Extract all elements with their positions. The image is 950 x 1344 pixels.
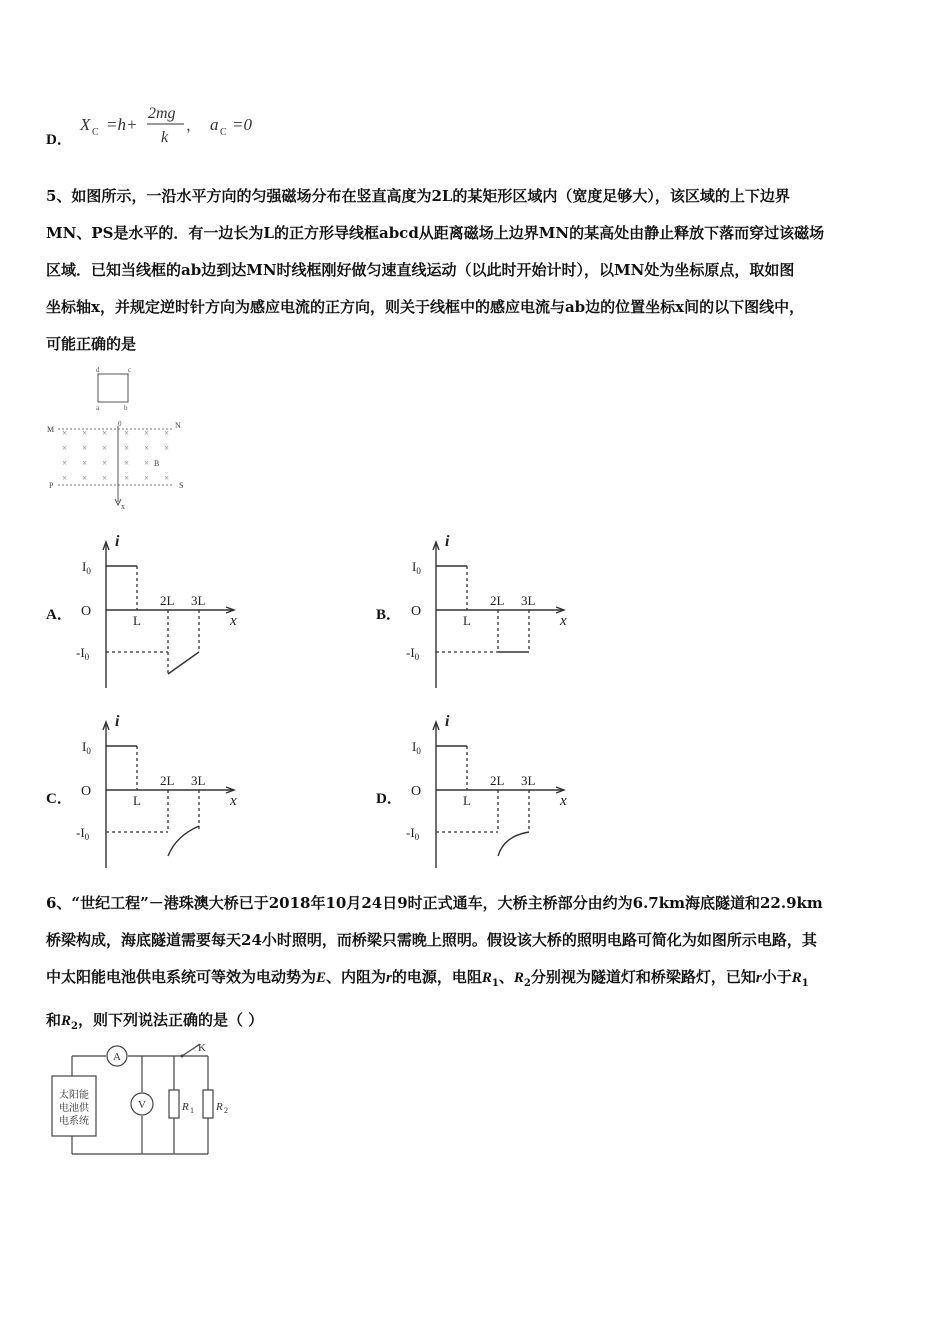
r1-sub: 1	[190, 1106, 194, 1115]
source-label-line: 电系统	[59, 1116, 89, 1127]
label-x: x	[560, 793, 567, 809]
label-3l: 3L	[521, 593, 536, 608]
q6-line-1: 6、“世纪工程”－港珠澳大桥已于2018年10月24日9时正式通车，大桥主桥部分由约为6.7km海底隧道和22.9km	[46, 894, 823, 912]
graph-option-d	[402, 710, 582, 872]
field-cross: ×	[164, 443, 170, 453]
field-cross: ×	[82, 443, 88, 453]
option-label: D．	[46, 132, 72, 148]
label-3l: 3L	[191, 593, 206, 608]
q5-line: 坐标轴x，并规定逆时针方向为感应电流的正方向，则关于线框中的感应电流与ab边的位置坐标x间的以下图线中，	[46, 298, 805, 316]
label-3l: 3L	[191, 773, 206, 788]
ac-sub: C	[220, 127, 227, 138]
corner-b: b	[124, 404, 128, 412]
circuit-diagram	[46, 1040, 246, 1162]
label-i: i	[115, 713, 120, 730]
label-2l: 2L	[160, 773, 175, 788]
label-origin: 0	[118, 420, 122, 428]
q5-line: 区域．已知当线框的ab边到达MN时线框刚好做匀速直线运动（以此时开始计时），以MN处为坐标原点，取如图	[46, 261, 795, 279]
eq1: =h+	[106, 115, 138, 134]
r2-sub: 2	[224, 1106, 228, 1115]
field-cross: ×	[124, 473, 130, 483]
resistor-r2	[203, 1090, 213, 1118]
field-cross: ×	[144, 428, 150, 438]
question-6-text	[46, 885, 908, 1045]
q6-line-4: 和$R_2$，则下列说法正确的是（ ）	[46, 1011, 264, 1032]
source-label-line: 电池供	[59, 1103, 89, 1114]
label-neg-i0: $-I_0$	[406, 645, 420, 662]
label-3l: 3L	[521, 773, 536, 788]
field-cross: ×	[124, 458, 130, 468]
label-i: i	[445, 713, 450, 730]
graph-option-a	[72, 530, 252, 692]
label-i0: $I_0$	[412, 559, 421, 576]
ac-symbol: a	[210, 115, 219, 134]
field-cross: ×	[144, 443, 150, 453]
ammeter-label: A	[113, 1051, 121, 1063]
field-cross: ×	[164, 473, 170, 483]
fraction-numerator: 2mg	[148, 105, 176, 122]
label-p: P	[49, 481, 54, 490]
option-label-d: D．	[376, 791, 402, 807]
corner-c: c	[128, 366, 132, 374]
label-neg-i0: $-I_0$	[76, 645, 90, 662]
q6-line-2: 桥梁构成，海底隧道需要每天24小时照明，而桥梁只需晚上照明。假设该大桥的照明电路可简化为如图所示电路，其	[46, 931, 817, 949]
q5-line: MN、PS是水平的．有一边长为L的正方形导线框abcd从距离磁场上边界MN的某高处由静止释放下落而穿过该磁场	[46, 224, 825, 242]
graph-option-b	[402, 530, 582, 692]
option-label-b: B．	[376, 607, 402, 623]
label-neg-i0: $-I_0$	[76, 825, 90, 842]
label-l: L	[463, 613, 471, 628]
label-origin: O	[411, 784, 422, 799]
xc-symbol: X	[80, 115, 91, 134]
label-origin: O	[411, 604, 422, 619]
formula-xc-ac	[76, 98, 276, 154]
field-cross: ×	[62, 458, 68, 468]
field-cross: ×	[62, 428, 68, 438]
label-l: L	[133, 613, 141, 628]
label-2l: 2L	[490, 773, 505, 788]
option-label-a: A．	[46, 607, 72, 623]
field-cross: ×	[102, 428, 108, 438]
q5-line: 可能正确的是	[46, 335, 137, 353]
field-crosses	[62, 428, 169, 483]
label-origin: O	[81, 604, 92, 619]
label-origin: O	[81, 784, 92, 799]
separator: ，	[186, 118, 202, 134]
field-cross: ×	[102, 473, 108, 483]
label-i0: $I_0$	[412, 739, 421, 756]
r1-label: R	[182, 1101, 189, 1113]
label-n: N	[175, 421, 181, 430]
current-negative-segment	[168, 826, 199, 856]
corner-a: a	[96, 404, 100, 412]
graph-option-c	[72, 710, 252, 872]
field-cross: ×	[82, 458, 88, 468]
label-i: i	[445, 533, 450, 550]
eq2: =0	[232, 115, 252, 134]
magnetic-field-figure	[44, 364, 204, 512]
question-5-text	[46, 178, 908, 363]
label-s: S	[179, 481, 184, 490]
r2-label: R	[216, 1101, 223, 1113]
label-b-field: B	[154, 459, 160, 468]
voltmeter-label: V	[138, 1099, 146, 1111]
fraction-denominator: k	[161, 129, 169, 146]
label-x: x	[121, 502, 125, 511]
field-cross: ×	[62, 443, 68, 453]
label-i: i	[115, 533, 120, 550]
current-negative-segment	[498, 832, 529, 856]
wire-frame	[98, 374, 128, 402]
field-cross: ×	[82, 473, 88, 483]
label-i0: $I_0$	[82, 559, 91, 576]
current-negative-segment	[168, 652, 199, 674]
q6-line-3: 中太阳能电池供电系统可等效为电动势为E、内阻为r的电源，电阻$R_1$、$R_2$分别视为隧道灯和桥梁路灯，已知r小于$R_1$	[46, 968, 809, 989]
label-neg-i0: $-I_0$	[406, 825, 420, 842]
label-l: L	[133, 793, 141, 808]
label-2l: 2L	[490, 593, 505, 608]
q5-line: 5、如图所示，一沿水平方向的匀强磁场分布在竖直高度为2L的某矩形区域内（宽度足够大），该区域的上下边界	[46, 187, 790, 205]
option-label-c: C．	[46, 791, 72, 807]
label-l: L	[463, 793, 471, 808]
switch-label: K	[198, 1042, 206, 1054]
field-cross: ×	[82, 428, 88, 438]
corner-d: d	[96, 366, 100, 374]
label-x: x	[230, 613, 237, 629]
field-cross: ×	[124, 443, 130, 453]
field-cross: ×	[164, 428, 170, 438]
resistor-r1	[169, 1090, 179, 1118]
field-cross: ×	[102, 458, 108, 468]
label-2l: 2L	[160, 593, 175, 608]
source-label-line: 太阳能	[59, 1090, 89, 1101]
field-cross: ×	[62, 473, 68, 483]
field-cross: ×	[102, 443, 108, 453]
label-i0: $I_0$	[82, 739, 91, 756]
field-cross: ×	[144, 473, 150, 483]
label-x: x	[230, 793, 237, 809]
field-cross: ×	[124, 428, 130, 438]
label-x: x	[560, 613, 567, 629]
label-m: M	[47, 425, 55, 434]
xc-sub: C	[92, 127, 99, 138]
field-cross: ×	[144, 458, 150, 468]
